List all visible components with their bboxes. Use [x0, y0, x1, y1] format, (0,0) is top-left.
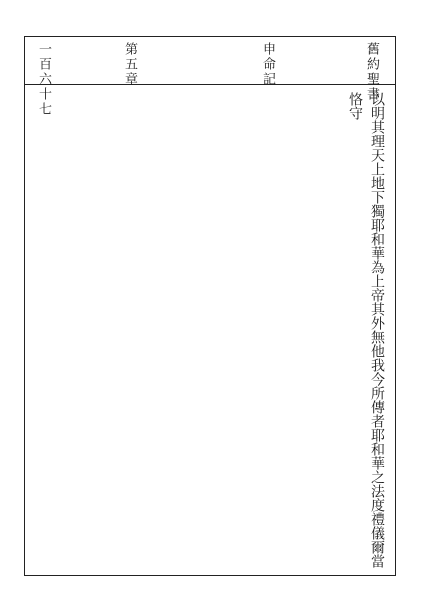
- text-column: [54, 92, 76, 568]
- text-column: [32, 92, 54, 568]
- text-column: [255, 92, 277, 568]
- text-column: [99, 92, 121, 568]
- text-column: [321, 92, 343, 568]
- text-column: [166, 92, 188, 568]
- body-text: [32, 92, 388, 568]
- book-title: 舊約聖書: [364, 42, 379, 102]
- text-column: [277, 92, 299, 568]
- header-rule: [24, 84, 396, 85]
- page-number: 一百六十七: [36, 42, 51, 117]
- text-column: [344, 92, 366, 568]
- text-column: [143, 92, 165, 568]
- text-column: 以明其理天上地下獨耶和華為上帝其外無他我今所傳者耶和華之法度禮儀爾當恪守: [346, 92, 385, 568]
- chapter-label: 第五章: [122, 42, 137, 87]
- text-column: [77, 92, 99, 568]
- book-name: 申命記: [260, 42, 275, 87]
- text-column: [210, 92, 232, 568]
- text-column: [188, 92, 210, 568]
- text-column: [121, 92, 143, 568]
- text-column: [232, 92, 254, 568]
- text-column: [299, 92, 321, 568]
